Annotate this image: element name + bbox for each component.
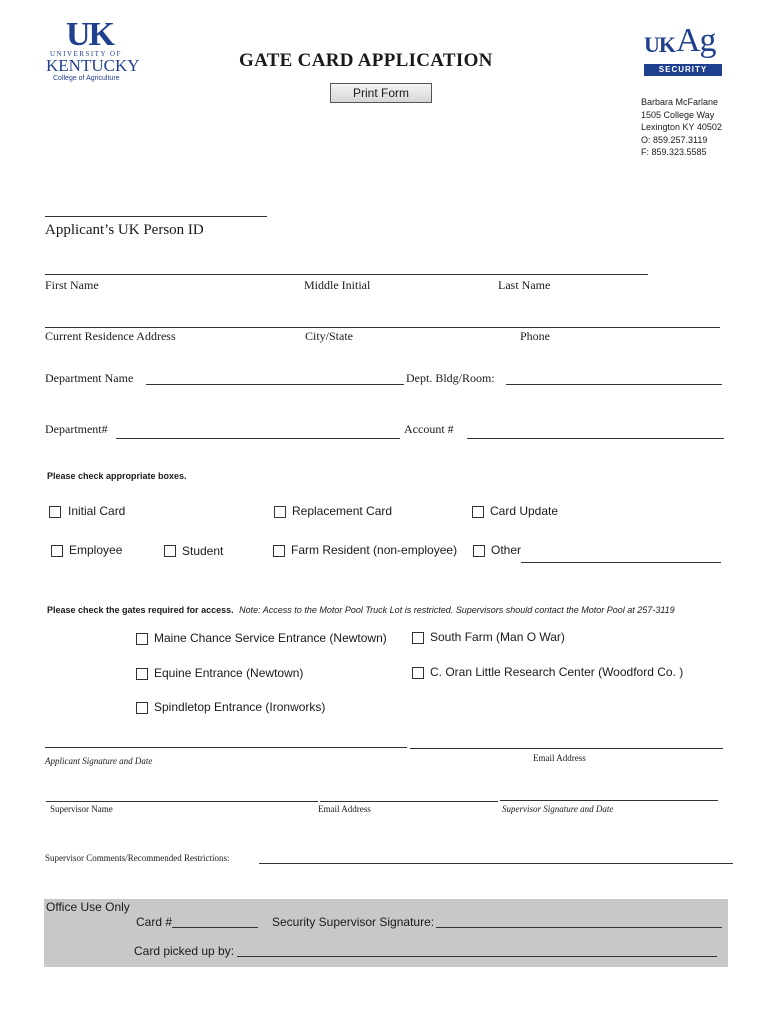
uk-logo-mark: UK [66, 16, 113, 53]
other-label: Other [491, 543, 522, 557]
card-number-line[interactable] [172, 927, 258, 928]
ukag-logo-ag: Ag [676, 22, 716, 59]
dept-number-label: Department# [45, 422, 108, 436]
checkbox-maine-chance[interactable] [136, 633, 148, 645]
gates-note: Note: Access to the Motor Pool Truck Lot is restricted. Supervisors should contact the Motor Pool at 257-3119 [239, 605, 675, 615]
equine-label: Equine Entrance (Newtown) [154, 666, 304, 680]
checkbox-south-farm[interactable] [412, 632, 424, 644]
replacement-card-label: Replacement Card [292, 504, 393, 518]
picked-up-line[interactable] [237, 956, 717, 957]
address-label: Current Residence Address [45, 329, 176, 343]
account-line[interactable] [467, 438, 724, 439]
ukag-security-logo [640, 22, 730, 78]
uk-logo-line2: KENTUCKY [46, 56, 140, 75]
checkbox-student[interactable] [164, 545, 176, 557]
email-line-1[interactable] [410, 748, 723, 749]
ukag-logo-band: SECURITY [644, 64, 722, 76]
email-label-1: Email Address [533, 753, 586, 763]
contact-block [641, 96, 722, 159]
security-signature-line[interactable] [436, 927, 722, 928]
dept-name-label: Department Name [45, 371, 134, 385]
page-title: GATE CARD APPLICATION [239, 50, 493, 71]
person-id-label: Applicant’s UK Person ID [45, 222, 204, 238]
middle-initial-label: Middle Initial [304, 278, 371, 292]
maine-chance-label: Maine Chance Service Entrance (Newtown) [154, 631, 387, 645]
checkbox-oran-little[interactable] [412, 667, 424, 679]
email-label-2: Email Address [318, 804, 371, 814]
picked-up-label: Card picked up by: [134, 944, 235, 958]
name-line[interactable] [45, 274, 648, 275]
uk-logo [44, 16, 144, 86]
contact-city: Lexington KY 40502 [641, 122, 722, 132]
card-number-label: Card # [136, 915, 173, 929]
address-line[interactable] [45, 327, 720, 328]
office-use-panel [44, 899, 728, 967]
supervisor-name-line[interactable] [46, 801, 318, 802]
uk-logo-line1: UNIVERSITY OF [50, 50, 122, 58]
initial-card-label: Initial Card [68, 504, 126, 518]
comments-label: Supervisor Comments/Recommended Restrictions: [45, 853, 230, 863]
office-use-title: Office Use Only [46, 900, 130, 914]
person-id-line[interactable] [45, 216, 267, 217]
last-name-label: Last Name [498, 278, 551, 292]
contact-street: 1505 College Way [641, 109, 715, 120]
contact-fax: F: 859.323.5585 [641, 147, 707, 157]
print-form-button[interactable]: Print Form [330, 83, 432, 103]
gates-heading-row [47, 605, 675, 615]
checkbox-farm-resident[interactable] [273, 545, 285, 557]
checkbox-initial-card[interactable] [49, 506, 61, 518]
dept-number-line[interactable] [116, 438, 400, 439]
comments-line[interactable] [259, 863, 733, 864]
security-signature-label: Security Supervisor Signature: [272, 915, 435, 929]
card-update-label: Card Update [490, 504, 559, 518]
contact-name: Barbara McFarlane [641, 97, 719, 107]
checkbox-card-update[interactable] [472, 506, 484, 518]
applicant-signature-line[interactable] [45, 747, 407, 748]
checkbox-equine[interactable] [136, 668, 148, 680]
oran-little-label: C. Oran Little Research Center (Woodford Co. ) [430, 665, 684, 679]
supervisor-signature-line[interactable] [500, 800, 718, 801]
checkbox-spindletop[interactable] [136, 702, 148, 714]
boxes-heading: Please check appropriate boxes. [47, 471, 187, 481]
other-line[interactable] [521, 562, 721, 563]
employee-label: Employee [69, 543, 123, 557]
checkbox-other[interactable] [473, 545, 485, 557]
student-label: Student [182, 544, 224, 558]
account-label: Account # [404, 422, 454, 436]
supervisor-signature-label: Supervisor Signature and Date [502, 804, 614, 814]
dept-name-line[interactable] [146, 384, 404, 385]
city-state-label: City/State [305, 329, 353, 343]
gates-heading: Please check the gates required for access. [47, 605, 234, 615]
email-line-2[interactable] [320, 801, 498, 802]
checkbox-replacement-card[interactable] [274, 506, 286, 518]
supervisor-name-label: Supervisor Name [50, 804, 113, 814]
dept-bldg-line[interactable] [506, 384, 722, 385]
contact-office-phone: O: 859.257.3119 [641, 134, 708, 145]
farm-resident-label: Farm Resident (non-employee) [291, 543, 458, 557]
phone-label: Phone [520, 329, 550, 343]
dept-bldg-label: Dept. Bldg/Room: [406, 371, 495, 385]
applicant-signature-label: Applicant Signature and Date [45, 756, 153, 766]
spindletop-label: Spindletop Entrance (Ironworks) [154, 700, 326, 714]
south-farm-label: South Farm (Man O War) [430, 630, 565, 644]
first-name-label: First Name [45, 278, 99, 292]
checkbox-employee[interactable] [51, 545, 63, 557]
ukag-logo-uk: UK [644, 32, 675, 57]
uk-logo-line3: College of Agriculture [53, 75, 120, 82]
